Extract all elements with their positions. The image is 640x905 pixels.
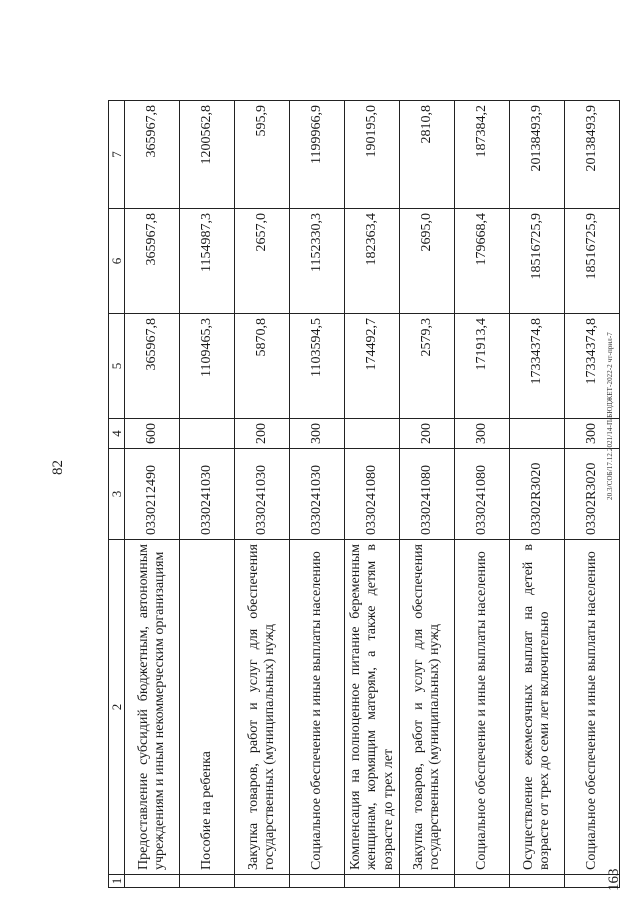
row-value-col7: 20138493,9 — [565, 101, 620, 209]
row-value-col6: 1152330,3 — [290, 209, 345, 314]
row-value-col7: 595,9 — [235, 101, 290, 209]
row-code: 03302R3020 — [565, 449, 620, 540]
header-cell-5: 5 — [109, 314, 125, 419]
table-row — [180, 101, 235, 888]
row-code: 0330241030 — [290, 449, 345, 540]
row-value-col5: 17334374,8 — [510, 314, 565, 419]
row-code: 0330241080 — [455, 449, 510, 540]
header-cell-3: 3 — [109, 449, 125, 540]
row-name: Социальное обеспечение и иные выплаты населению — [290, 540, 345, 875]
row-code: 03302R3020 — [510, 449, 565, 540]
row-cell-col1 — [180, 875, 235, 888]
row-expense-type: 200 — [235, 419, 290, 449]
header-cell-7: 7 — [109, 101, 125, 209]
row-value-col5: 365967,8 — [125, 314, 180, 419]
row-value-col6: 18516725,9 — [565, 209, 620, 314]
row-name: Закупка товаров, работ и услуг для обеспечения государственных (муниципальных) нужд — [400, 540, 455, 875]
row-value-col7: 187384,2 — [455, 101, 510, 209]
row-cell-col1 — [235, 875, 290, 888]
row-value-col7: 2810,8 — [400, 101, 455, 209]
header-cell-4: 4 — [109, 419, 125, 449]
row-expense-type: 200 — [400, 419, 455, 449]
row-expense-type — [510, 419, 565, 449]
table-row — [235, 101, 290, 888]
row-value-col7: 1199966,9 — [290, 101, 345, 209]
row-name: Закупка товаров, работ и услуг для обеспечения государственных (муниципальных) нужд — [235, 540, 290, 875]
row-value-col6: 182363,4 — [345, 209, 400, 314]
row-value-col5: 2579,3 — [400, 314, 455, 419]
row-cell-col1 — [510, 875, 565, 888]
row-code: 0330241030 — [235, 449, 290, 540]
row-value-col7: 20138493,9 — [510, 101, 565, 209]
row-name: Социальное обеспечение и иные выплаты населению — [455, 540, 510, 875]
row-value-col7: 190195,0 — [345, 101, 400, 209]
table-row — [345, 101, 400, 888]
row-cell-col1 — [125, 875, 180, 888]
row-value-col5: 1109465,3 — [180, 314, 235, 419]
row-expense-type — [180, 419, 235, 449]
row-value-col6: 2657,0 — [235, 209, 290, 314]
row-name: Предоставление субсидий бюджетным, автономным учреждениям и иным некоммерческим организациям — [125, 540, 180, 875]
table-row — [400, 101, 455, 888]
header-cell-1: 1 — [109, 875, 125, 888]
row-expense-type: 600 — [125, 419, 180, 449]
row-cell-col1 — [400, 875, 455, 888]
row-value-col6: 2695,0 — [400, 209, 455, 314]
row-value-col6: 18516725,9 — [510, 209, 565, 314]
row-expense-type — [345, 419, 400, 449]
row-cell-col1 — [345, 875, 400, 888]
row-code: 0330241080 — [345, 449, 400, 540]
table-header-row — [109, 101, 125, 888]
budget-table — [108, 100, 620, 888]
row-expense-type: 300 — [290, 419, 345, 449]
row-value-col5: 1103594,5 — [290, 314, 345, 419]
row-value-col5: 5870,8 — [235, 314, 290, 419]
row-expense-type: 300 — [455, 419, 510, 449]
footer-document-code: 20.3/СОБ/17.12.2021/14-П/БЮДЖЕТ-2022-2 чт-прил-7 — [606, 332, 614, 500]
row-code: 0330241030 — [180, 449, 235, 540]
table-row — [455, 101, 510, 888]
row-code: 0330241080 — [400, 449, 455, 540]
table-row — [125, 101, 180, 888]
table-body — [109, 101, 620, 888]
row-value-col6: 1154987,3 — [180, 209, 235, 314]
row-value-col5: 171913,4 — [455, 314, 510, 419]
row-value-col5: 17334374,8 — [565, 314, 620, 419]
row-name: Осуществление ежемесячных выплат на детей в возрасте от трех до семи лет включительно — [510, 540, 565, 875]
row-value-col5: 174492,7 — [345, 314, 400, 419]
page-number-top: 82 — [50, 460, 66, 475]
row-cell-col1 — [455, 875, 510, 888]
row-cell-col1 — [290, 875, 345, 888]
row-name: Пособие на ребенка — [180, 540, 235, 875]
row-name: Компенсация на полноценное питание беременным женщинам, кормящим матерям, а также детям в возрасте до трех лет — [345, 540, 400, 875]
row-value-col7: 365967,8 — [125, 101, 180, 209]
row-expense-type: 300 — [565, 419, 620, 449]
page-number-bottom: 163 — [606, 868, 622, 891]
row-value-col6: 365967,8 — [125, 209, 180, 314]
table-row — [290, 101, 345, 888]
header-cell-6: 6 — [109, 209, 125, 314]
row-code: 0330212490 — [125, 449, 180, 540]
header-cell-2: 2 — [109, 540, 125, 875]
table-row — [510, 101, 565, 888]
row-value-col6: 179668,4 — [455, 209, 510, 314]
row-value-col7: 1200562,8 — [180, 101, 235, 209]
row-name: Социальное обеспечение и иные выплаты населению — [565, 540, 620, 875]
